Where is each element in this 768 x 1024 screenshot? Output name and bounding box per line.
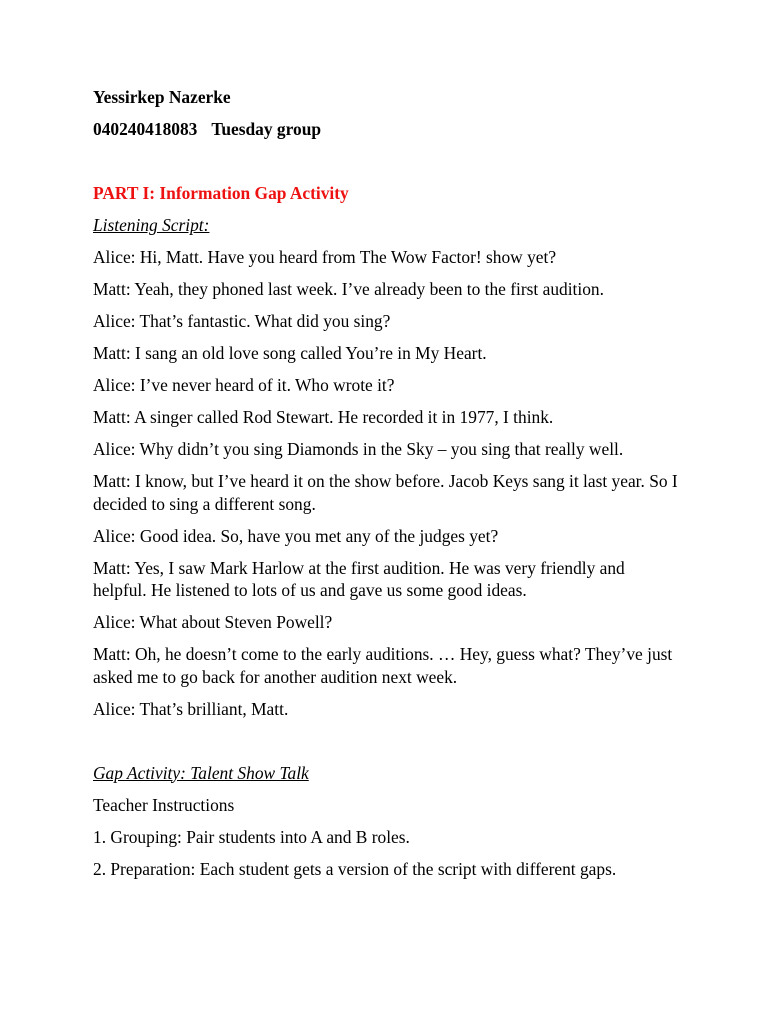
group-label: Tuesday group bbox=[211, 119, 322, 139]
script-line: Alice: Why didn’t you sing Diamonds in the Sky – you sing that really well. bbox=[93, 439, 624, 459]
script-line: Alice: Hi, Matt. Have you heard from The Wow Factor! show yet? bbox=[93, 247, 557, 267]
instruction-step: 1. Grouping: Pair students into A and B roles. bbox=[93, 826, 410, 847]
script-line: Matt: A singer called Rod Stewart. He recorded it in 1977, I think. bbox=[93, 407, 554, 427]
student-name: Yessirkep Nazerke bbox=[93, 87, 231, 107]
script-line: Matt: Oh, he doesn’t come to the early auditions. … Hey, guess what? They’ve just asked me to go back for another audition next week. bbox=[93, 644, 673, 687]
student-id: 040240418083 bbox=[93, 119, 198, 139]
gap-activity-title: Gap Activity: Talent Show Talk bbox=[93, 762, 309, 783]
spacer bbox=[93, 150, 678, 182]
script-line: Alice: What about Steven Powell? bbox=[93, 612, 333, 632]
script-line: Alice: I’ve never heard of it. Who wrote it? bbox=[93, 375, 395, 395]
document-page bbox=[93, 86, 678, 890]
script-line: Matt: I sang an old love song called You’re in My Heart. bbox=[93, 343, 487, 363]
script-line: Matt: Yeah, they phoned last week. I’ve already been to the first audition. bbox=[93, 279, 604, 299]
script-line: Matt: I know, but I’ve heard it on the show before. Jacob Keys sang it last year. So I decided to sing a different song. bbox=[93, 471, 678, 514]
spacer bbox=[93, 730, 678, 762]
gap-activity-title-paragraph bbox=[93, 762, 678, 785]
student-info-row bbox=[93, 118, 678, 141]
listening-script-title: Listening Script: bbox=[93, 215, 210, 235]
script-line: Alice: Good idea. So, have you met any of the judges yet? bbox=[93, 525, 499, 546]
script-line: Matt: Yes, I saw Mark Harlow at the first audition. He was very friendly and helpful. He listened to lots of us and gave us some good ideas. bbox=[93, 557, 625, 600]
teacher-instructions-heading: Teacher Instructions bbox=[93, 794, 235, 815]
script-line: Alice: That’s fantastic. What did you sing? bbox=[93, 311, 391, 331]
script-line: Alice: That’s brilliant, Matt. bbox=[93, 698, 289, 719]
instruction-step: 2. Preparation: Each student gets a version of the script with different gaps. bbox=[93, 858, 617, 879]
script-title-paragraph bbox=[93, 214, 678, 237]
part1-heading: PART I: Information Gap Activity bbox=[93, 183, 349, 203]
